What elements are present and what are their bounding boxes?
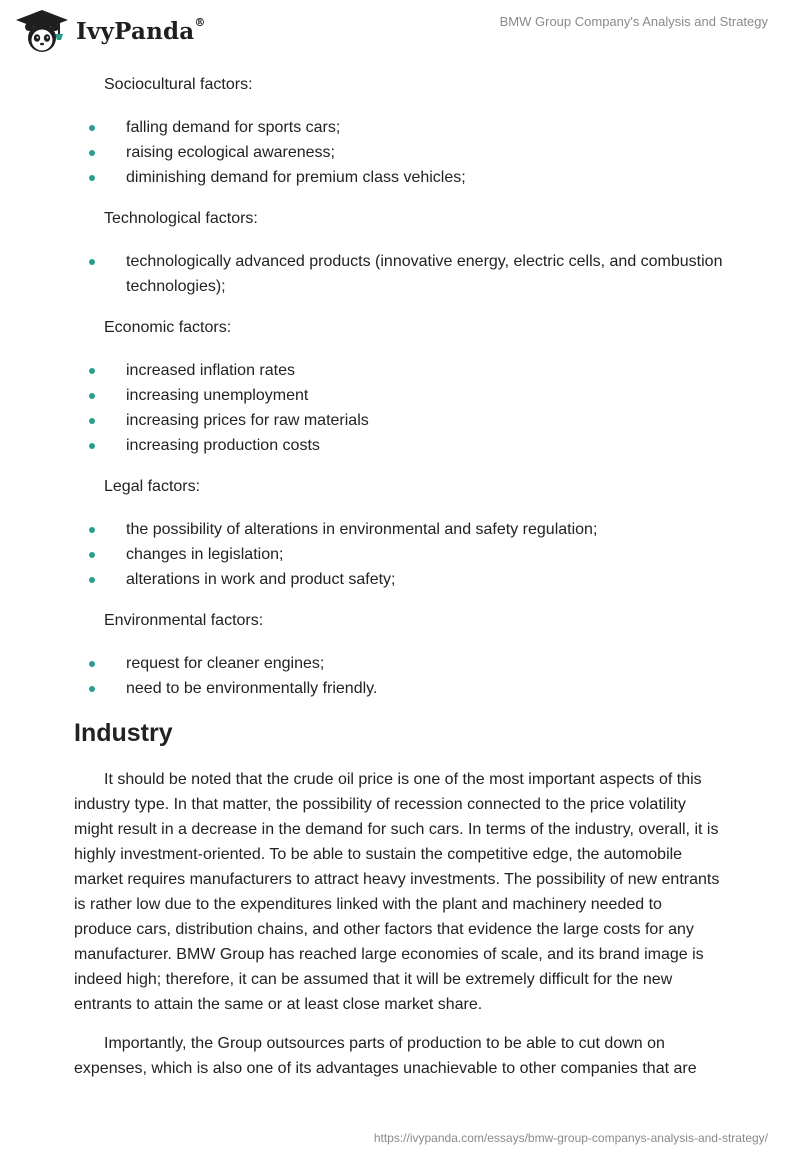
list-item: technologically advanced products (innovative energy, electric cells, and combustion technologies); — [74, 249, 724, 299]
list-item: increased inflation rates — [74, 358, 724, 383]
pestel-factors — [74, 72, 724, 701]
factor-section-label: Environmental factors: — [104, 612, 264, 629]
list-item: need to be environmentally friendly. — [74, 676, 724, 701]
list-item: the possibility of alterations in environmental and safety regulation; — [74, 517, 724, 542]
factor-section-label: Legal factors: — [104, 478, 201, 495]
factor-section-label: Sociocultural factors: — [104, 76, 253, 93]
logo-wordmark: IvyPanda® — [76, 15, 206, 45]
list-item: falling demand for sports cars; — [74, 115, 724, 140]
factor-list — [74, 651, 724, 701]
industry-heading: Industry — [74, 719, 173, 747]
list-item: alterations in work and product safety; — [74, 567, 724, 592]
list-item: request for cleaner engines; — [74, 651, 724, 676]
factor-list — [74, 115, 724, 190]
factor-list — [74, 249, 724, 299]
factor-section-label: Economic factors: — [104, 319, 232, 336]
panda-graduate-icon — [14, 8, 70, 54]
list-item: increasing prices for raw materials — [74, 408, 724, 433]
industry-paragraph: Importantly, the Group outsources parts of production to be able to cut down on expenses, which is also one of its advantages unachievable to other companies that are — [74, 1035, 697, 1077]
site-logo[interactable] — [14, 8, 206, 54]
list-item: changes in legislation; — [74, 542, 724, 567]
essay-content — [74, 72, 724, 1095]
list-item: increasing unemployment — [74, 383, 724, 408]
page-header-title: BMW Group Company's Analysis and Strategy — [499, 14, 768, 29]
factor-list — [74, 358, 724, 458]
factor-section-label: Technological factors: — [104, 210, 258, 227]
source-url[interactable]: https://ivypanda.com/essays/bmw-group-companys-analysis-and-strategy/ — [373, 1131, 768, 1145]
factor-list — [74, 517, 724, 592]
list-item: diminishing demand for premium class vehicles; — [74, 165, 724, 190]
list-item: increasing production costs — [74, 433, 724, 458]
list-item: raising ecological awareness; — [74, 140, 724, 165]
industry-paragraph: It should be noted that the crude oil price is one of the most important aspects of this industry type. In that matter, the possibility of recession connected to the price volatility might result in a decrease in the demand for such cars. In terms of the industry, overall, it is highly investment-oriented. To be able to sustain the competitive edge, the automobile market requires manufacturers to attract heavy investments. The possibility of new entrants is rather low due to the expenditures linked with the plant and machinery needed to produce cars, distribution chains, and other factors that evidence the large costs for any manufacturer. BMW Group has reached large economies of scale, and its brand image is indeed high; therefore, it can be assumed that it will be extremely difficult for the new entrants to attain the same or at least close market share. — [74, 771, 720, 1013]
